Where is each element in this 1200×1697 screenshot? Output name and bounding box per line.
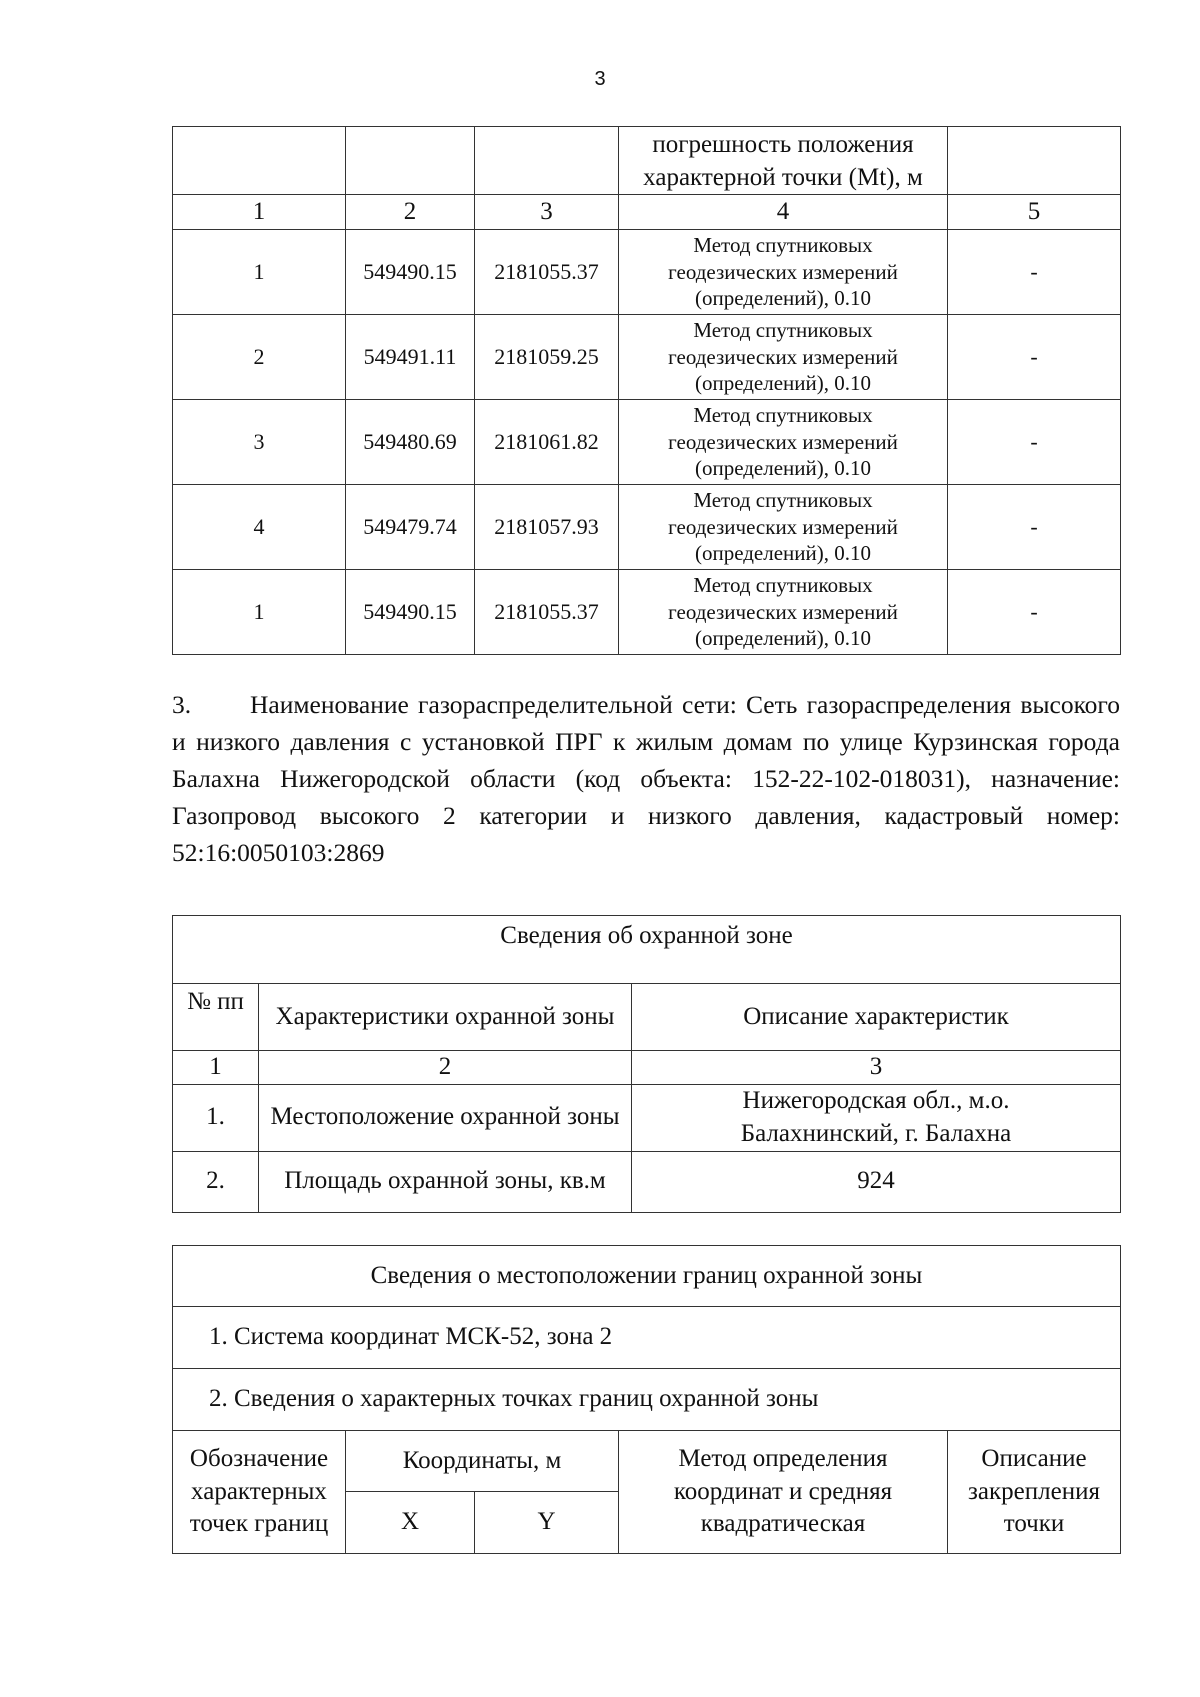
column-number-row: 1 2 3 (173, 1051, 1121, 1085)
protection-zone-table (172, 915, 1121, 1213)
zone-table-header-row: № пп Характеристики охранной зоны Описание характеристик (173, 984, 1121, 1051)
network-description-paragraph (172, 686, 1120, 871)
header-method: Метод определения координат и средняя квадратическая (619, 1431, 948, 1554)
header-designation: Обозначение характерных точек границ (173, 1431, 346, 1554)
coordinates-table-continued (172, 126, 1121, 655)
header-method-fragment: погрешность положения характерной точки (Mt), м (619, 127, 948, 195)
table-row: 3 549480.69 2181061.82 Метод спутниковых геодезических измерений (определений), 0.10 - (173, 400, 1121, 485)
table-row: 4 549479.74 2181057.93 Метод спутниковых геодезических измерений (определений), 0.10 - (173, 485, 1121, 570)
column-number-row: 1 2 3 4 5 (173, 195, 1121, 230)
table-row: 1 549490.15 2181055.37 Метод спутниковых геодезических измерений (определений), 0.10 - (173, 230, 1121, 315)
header-y: Y (475, 1492, 619, 1554)
table-row: 2 549491.11 2181059.25 Метод спутниковых геодезических измерений (определений), 0.10 - (173, 315, 1121, 400)
table-row: 1. Местоположение охранной зоны Нижегородская обл., м.о. Балахнинский, г. Балахна (173, 1084, 1121, 1151)
table-row: 1 549490.15 2181055.37 Метод спутниковых геодезических измерений (определений), 0.10 - (173, 570, 1121, 655)
table-header-row (173, 127, 1121, 195)
table-row: 2. Площадь охранной зоны, кв.м 924 (173, 1151, 1121, 1212)
bounds-header-row (173, 1431, 1121, 1492)
zone-table-title: Сведения об охранной зоне (173, 916, 1121, 984)
header-x: X (346, 1492, 475, 1554)
points-info-heading: 2. Сведения о характерных точках границ охранной зоны (173, 1369, 1121, 1431)
zone-boundaries-table (172, 1245, 1121, 1554)
paragraph-number: 3. (172, 690, 192, 719)
header-fixing: Описание закрепления точки (948, 1431, 1121, 1554)
bounds-table-title: Сведения о местоположении границ охранной зоны (173, 1246, 1121, 1307)
header-coordinates: Координаты, м (346, 1431, 619, 1492)
page-number: 3 (594, 68, 606, 90)
paragraph-text: Наименование газораспределительной сети: Сеть газораспределения высокого и низкого давления с установкой ПРГ к жилым домам по улице Курзинская города Балахна Нижегородской области (код объекта: 152-22-102-018031), назначение: Газопровод высокого 2 категории и низкого давления, кадастровый номер: 52:16:0050103:2869 (172, 690, 1120, 867)
coordinate-system: 1. Система координат МСК-52, зона 2 (173, 1307, 1121, 1369)
